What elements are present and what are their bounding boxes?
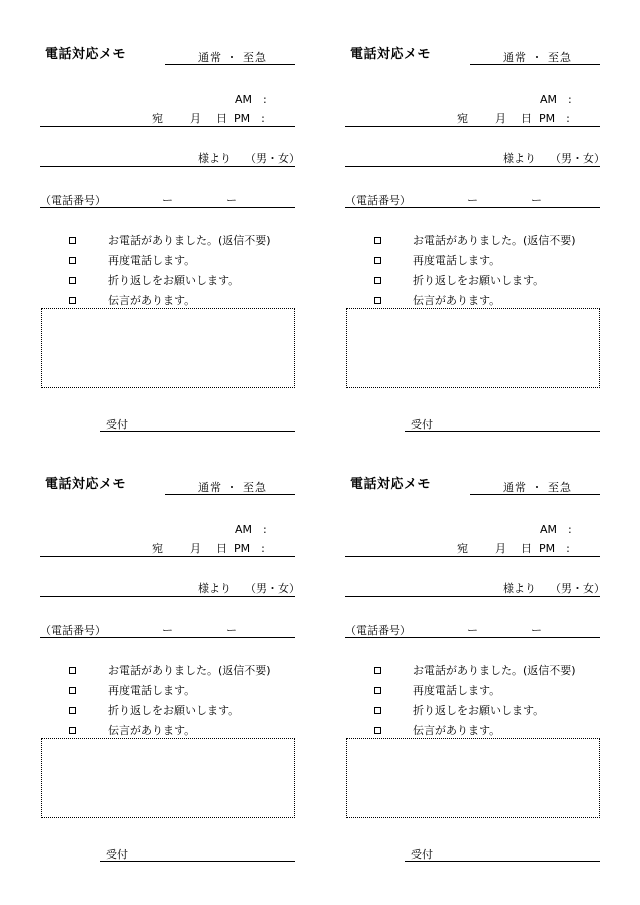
day-label: 日 — [521, 112, 532, 125]
pm-time-field[interactable]: PM : — [539, 112, 570, 125]
month-label: 月 — [495, 542, 506, 555]
caller-line — [345, 596, 600, 597]
priority-choice[interactable]: 通常 ・ 至急 — [198, 51, 267, 64]
checkbox[interactable] — [69, 727, 76, 734]
memo-title: 電話対応メモ — [45, 477, 127, 492]
checkbox[interactable] — [374, 237, 381, 244]
option-label: 再度電話します。 — [108, 254, 196, 267]
checkbox[interactable] — [69, 257, 76, 264]
caller-suffix: 様より — [503, 152, 536, 165]
received-label: 受付 — [411, 418, 433, 431]
checkbox[interactable] — [374, 257, 381, 264]
month-label: 月 — [190, 542, 201, 555]
gender-choice[interactable]: （男・女） — [245, 152, 300, 165]
phone-dash: ー — [226, 194, 237, 207]
checkbox[interactable] — [69, 277, 76, 284]
phone-line — [40, 637, 295, 638]
gender-choice[interactable]: （男・女） — [550, 152, 605, 165]
priority-choice[interactable]: 通常 ・ 至急 — [503, 481, 572, 494]
message-box[interactable] — [41, 308, 295, 388]
message-box[interactable] — [41, 738, 295, 818]
am-time-field[interactable]: AM : — [540, 93, 572, 106]
date-line — [40, 556, 295, 557]
phone-label: （電話番号） — [345, 194, 411, 207]
day-label: 日 — [521, 542, 532, 555]
option-label: 再度電話します。 — [413, 684, 501, 697]
received-line — [100, 431, 295, 432]
memo-title: 電話対応メモ — [350, 47, 432, 62]
received-label: 受付 — [411, 848, 433, 861]
option-label: 折り返しをお願いします。 — [108, 704, 240, 717]
received-label: 受付 — [106, 848, 128, 861]
to-label: 宛 — [457, 112, 468, 125]
to-label: 宛 — [152, 112, 163, 125]
phone-dash: ー — [162, 624, 173, 637]
option-label: お電話がありました。(返信不要) — [413, 234, 576, 247]
memo-card — [345, 40, 605, 440]
received-label: 受付 — [106, 418, 128, 431]
memo-card — [40, 470, 300, 870]
checkbox[interactable] — [374, 297, 381, 304]
phone-dash: ー — [467, 194, 478, 207]
month-label: 月 — [190, 112, 201, 125]
message-box[interactable] — [346, 738, 600, 818]
memo-card — [40, 40, 300, 440]
phone-label: （電話番号） — [40, 624, 106, 637]
option-label: 伝言があります。 — [413, 294, 501, 307]
am-time-field[interactable]: AM : — [540, 523, 572, 536]
priority-underline — [470, 494, 600, 495]
checkbox[interactable] — [69, 687, 76, 694]
memo-card — [345, 470, 605, 870]
option-label: 伝言があります。 — [108, 724, 196, 737]
message-box[interactable] — [346, 308, 600, 388]
checkbox[interactable] — [69, 707, 76, 714]
day-label: 日 — [216, 112, 227, 125]
option-label: 折り返しをお願いします。 — [413, 274, 545, 287]
checkbox[interactable] — [374, 727, 381, 734]
caller-line — [40, 596, 295, 597]
received-line — [405, 431, 600, 432]
checkbox[interactable] — [374, 277, 381, 284]
received-line — [405, 861, 600, 862]
memo-title: 電話対応メモ — [45, 47, 127, 62]
caller-line — [345, 166, 600, 167]
to-label: 宛 — [457, 542, 468, 555]
priority-choice[interactable]: 通常 ・ 至急 — [503, 51, 572, 64]
month-label: 月 — [495, 112, 506, 125]
phone-dash: ー — [467, 624, 478, 637]
option-label: 折り返しをお願いします。 — [108, 274, 240, 287]
priority-underline — [470, 64, 600, 65]
phone-label: （電話番号） — [40, 194, 106, 207]
priority-choice[interactable]: 通常 ・ 至急 — [198, 481, 267, 494]
option-label: 再度電話します。 — [413, 254, 501, 267]
pm-time-field[interactable]: PM : — [539, 542, 570, 555]
checkbox[interactable] — [374, 687, 381, 694]
phone-dash: ー — [531, 194, 542, 207]
date-line — [345, 126, 600, 127]
option-label: お電話がありました。(返信不要) — [108, 234, 271, 247]
day-label: 日 — [216, 542, 227, 555]
caller-suffix: 様より — [198, 582, 231, 595]
priority-underline — [165, 494, 295, 495]
phone-label: （電話番号） — [345, 624, 411, 637]
received-line — [100, 861, 295, 862]
phone-line — [40, 207, 295, 208]
caller-line — [40, 166, 295, 167]
to-label: 宛 — [152, 542, 163, 555]
checkbox[interactable] — [69, 297, 76, 304]
memo-title: 電話対応メモ — [350, 477, 432, 492]
date-line — [345, 556, 600, 557]
pm-time-field[interactable]: PM : — [234, 112, 265, 125]
option-label: 伝言があります。 — [413, 724, 501, 737]
pm-time-field[interactable]: PM : — [234, 542, 265, 555]
phone-dash: ー — [531, 624, 542, 637]
option-label: お電話がありました。(返信不要) — [413, 664, 576, 677]
checkbox[interactable] — [374, 707, 381, 714]
option-label: お電話がありました。(返信不要) — [108, 664, 271, 677]
option-label: 折り返しをお願いします。 — [413, 704, 545, 717]
caller-suffix: 様より — [198, 152, 231, 165]
option-label: 伝言があります。 — [108, 294, 196, 307]
phone-dash: ー — [162, 194, 173, 207]
priority-underline — [165, 64, 295, 65]
date-line — [40, 126, 295, 127]
option-label: 再度電話します。 — [108, 684, 196, 697]
gender-choice[interactable]: （男・女） — [245, 582, 300, 595]
caller-suffix: 様より — [503, 582, 536, 595]
checkbox[interactable] — [374, 667, 381, 674]
gender-choice[interactable]: （男・女） — [550, 582, 605, 595]
checkbox[interactable] — [69, 237, 76, 244]
phone-line — [345, 207, 600, 208]
checkbox[interactable] — [69, 667, 76, 674]
phone-line — [345, 637, 600, 638]
am-time-field[interactable]: AM : — [235, 523, 267, 536]
phone-dash: ー — [226, 624, 237, 637]
am-time-field[interactable]: AM : — [235, 93, 267, 106]
